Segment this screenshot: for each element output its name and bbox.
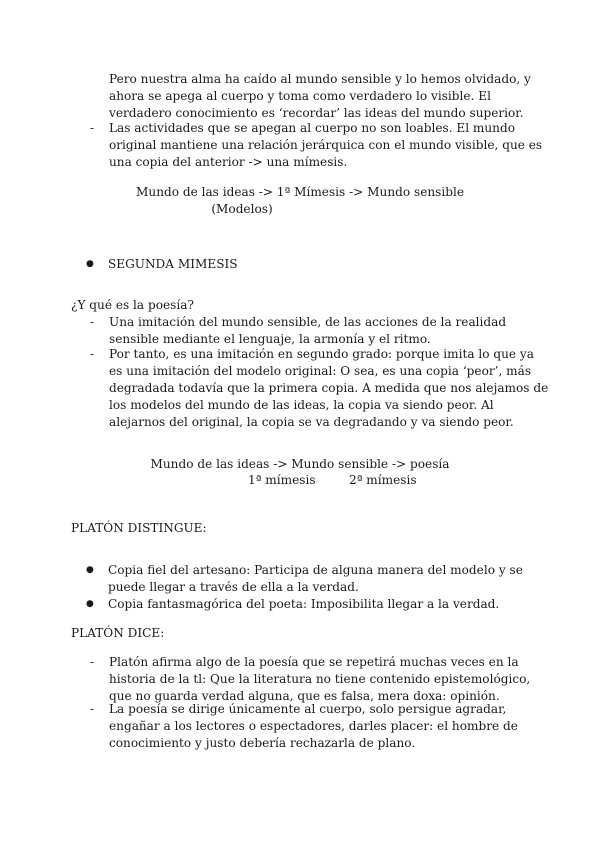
list-item-text: Platón afirma algo de la poesía que se repetirá muchas veces en la historia de la tl: Que la literatura no tiene contenido epistemológico, que no guarda verdad alguna, que es falsa, mera doxa: opinión. [109,655,531,703]
scheme-one-line: Mundo de las ideas -> 1ª Mímesis -> Mundo sensible [136,185,464,199]
list-item [90,346,550,431]
dash-marker: - [90,121,95,135]
list-item-text: Copia fantasmagórica del poeta: Imposibilita llegar a la verdad. [108,597,500,611]
scheme-two [0,456,600,487]
distingue-heading: PLATÓN DISTINGUE: [71,521,207,535]
bullet-marker: ● [86,599,94,609]
dash-marker: - [90,702,95,716]
list-item-text: Una imitación del mundo sensible, de las acciones de la realidad sensible mediante el lenguaje, la armonía y el ritmo. [109,315,507,346]
scheme-one-models-label: (Modelos) [211,202,273,216]
list-item [86,562,550,596]
dice-heading: PLATÓN DICE: [71,626,165,640]
list-item-text: Copia fiel del artesano: Participa de alguna manera del modelo y se puede llegar a través de ella a la verdad. [108,563,523,594]
section-heading-item [86,256,550,273]
scheme-two-label-second: 2ª mímesis [349,473,417,487]
scheme-one [0,184,600,218]
dash-marker: - [90,315,95,329]
list-item-text: La poesía se dirige únicamente al cuerpo, solo persigue agradar, engañar a los lectores o espectadores, darles placer: el hombre de conocimiento y justo debería rechazarla de plano. [109,702,518,750]
list-item [90,314,550,348]
list-item-text: Por tanto, es una imitación en segundo grado: porque imita lo que ya es una imitación del modelo original: O sea, es una copia ‘peor’, más degradada todavía que la primera copia. A medida que nos alejamos de los modelos del mundo de las ideas, la copia va siendo peor. Al alejarnos del original, la copia se va degradando y va siendo peor. [109,347,549,429]
list-item [90,654,550,705]
scheme-two-line: Mundo de las ideas -> Mundo sensible -> poesía [150,457,450,471]
list-item-text: Las actividades que se apegan al cuerpo no son loables. El mundo original mantiene una relación jerárquica con el mundo visible, que es una copia del anterior -> una mímesis. [109,121,543,169]
intro-paragraph: Pero nuestra alma ha caído al mundo sensible y lo hemos olvidado, y ahora se apega al cuerpo y toma como verdadero lo visible. El verdadero conocimiento es ‘recordar’ las ideas del mundo superior. [109,72,531,120]
list-item [90,701,550,752]
list-item [90,120,550,171]
list-item [86,596,550,613]
bullet-marker: ● [86,259,94,269]
section-heading: SEGUNDA MIMESIS [108,257,238,271]
scheme-two-label-first: 1ª mímesis [248,473,316,487]
dash-marker: - [90,655,95,669]
bullet-marker: ● [86,565,94,575]
dash-marker: - [90,347,95,361]
question-line: ¿Y qué es la poesía? [71,298,194,312]
